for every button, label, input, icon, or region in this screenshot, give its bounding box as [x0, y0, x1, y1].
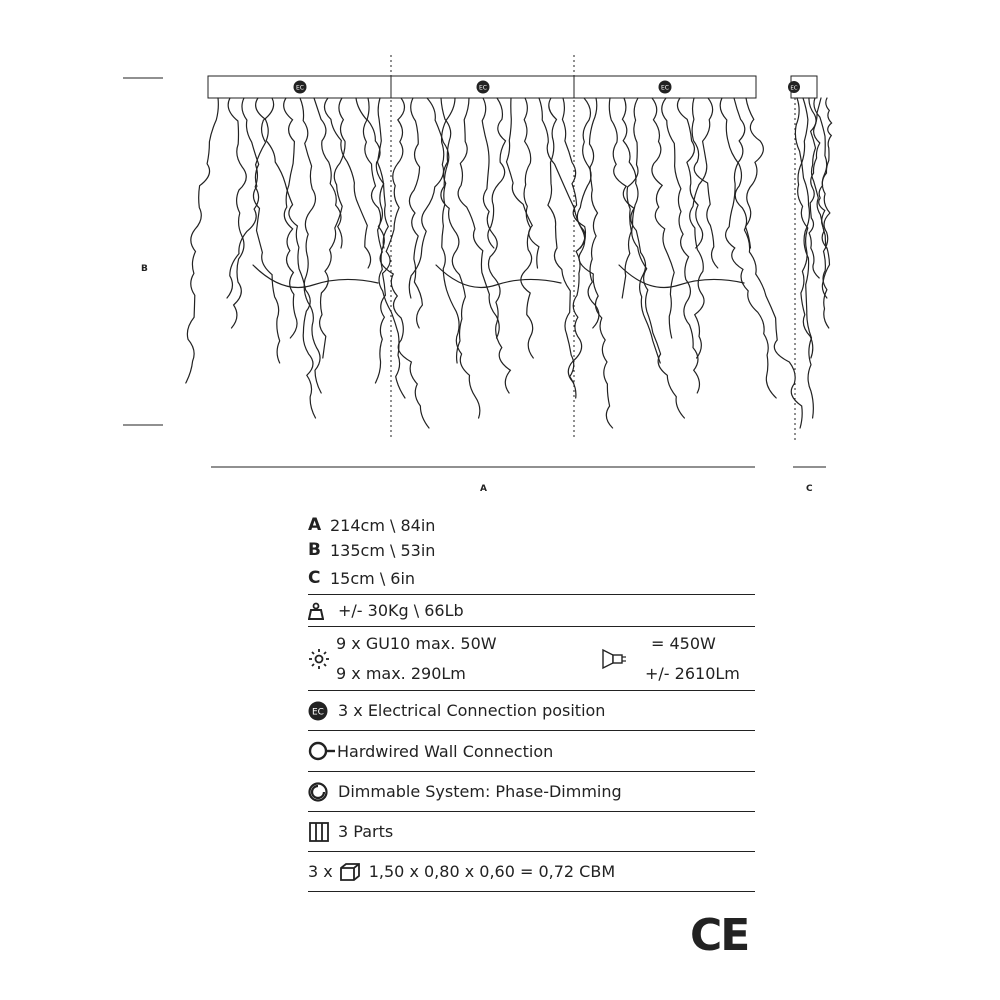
specifications-table	[308, 513, 755, 892]
light-strand	[662, 98, 700, 393]
ec-marker-side	[788, 81, 800, 93]
dimension-a-row	[308, 513, 755, 538]
light-strand	[314, 98, 342, 248]
light-strand	[746, 98, 764, 248]
svg-text:EC: EC	[661, 84, 669, 92]
dimming-text: Dimmable System: Phase-Dimming	[338, 782, 622, 801]
side-light-strands	[795, 98, 831, 418]
light-strand	[186, 98, 219, 383]
dimension-value: 135cm \ 53in	[330, 541, 436, 560]
dimension-c-row	[308, 563, 755, 595]
light-strand	[256, 98, 316, 418]
wall-connection-row	[308, 731, 755, 772]
packaging-row	[308, 852, 755, 892]
light-strand	[568, 98, 591, 383]
ec-text: 3 x Electrical Connection position	[338, 701, 606, 720]
light-strand	[539, 98, 613, 428]
dimension-b-row	[308, 538, 755, 563]
lamps-total-lumen: +/- 2610Lm	[645, 664, 740, 683]
lamps-spec-line1: 9 x GU10 max. 50W	[336, 634, 497, 653]
svg-text:EC: EC	[790, 85, 798, 92]
weight-text: +/- 30Kg \ 66Lb	[338, 601, 464, 620]
light-strand	[228, 98, 246, 328]
weight-icon	[308, 600, 334, 622]
light-strand	[652, 98, 674, 338]
dim-b-label: B	[141, 264, 148, 274]
light-strand	[521, 98, 533, 358]
dimension-value: 15cm \ 6in	[330, 569, 416, 588]
light-strand	[619, 265, 744, 288]
ec-marker-1	[294, 81, 307, 94]
box-icon	[339, 861, 361, 883]
light-strand	[227, 98, 274, 298]
packaging-prefix: 3 x	[308, 862, 333, 881]
bulb-sun-icon	[308, 648, 334, 670]
light-strand	[720, 98, 802, 428]
svg-text:EC: EC	[312, 707, 324, 717]
parts-icon	[308, 821, 334, 843]
ce-mark: CE	[690, 910, 749, 961]
electrical-connection-row	[308, 691, 755, 731]
parts-row	[308, 812, 755, 852]
wavy-light-strands	[186, 98, 802, 428]
dimension-value: 214cm \ 84in	[330, 516, 436, 535]
dim-a-label: A	[480, 484, 487, 494]
light-strand	[300, 98, 321, 393]
light-strand	[488, 98, 506, 248]
light-strand	[622, 98, 684, 418]
light-strand	[324, 98, 370, 268]
side-light-strand	[798, 98, 813, 358]
dim-c-label: C	[806, 484, 813, 494]
lamps-total-watts: = 450W	[651, 634, 716, 653]
svg-text:EC: EC	[479, 84, 487, 92]
side-light-strand	[809, 98, 830, 298]
light-strand	[441, 98, 480, 418]
wall-connection-text: Hardwired Wall Connection	[337, 741, 554, 761]
weight-row	[308, 595, 755, 627]
dimension-letter: C	[308, 568, 321, 588]
spotlight-icon	[585, 648, 645, 670]
light-strand	[482, 98, 510, 393]
dimension-letter: B	[308, 540, 321, 560]
ec-marker-2	[477, 81, 490, 94]
lamps-spec-line2: 9 x max. 290Lm	[336, 664, 466, 683]
dimmer-icon	[308, 781, 334, 803]
dimension-letter: A	[308, 515, 322, 535]
dimming-row	[308, 772, 755, 812]
ec-icon	[308, 700, 334, 722]
light-strand	[409, 98, 455, 298]
light-strand	[320, 98, 345, 358]
light-strand	[677, 98, 702, 248]
light-strand	[356, 98, 429, 428]
wall-connection-icon	[308, 740, 336, 762]
parts-text: 3 Parts	[338, 822, 394, 841]
svg-text:EC: EC	[296, 84, 304, 92]
light-strand	[409, 98, 422, 328]
side-light-strand	[814, 98, 830, 328]
light-strand	[367, 98, 405, 398]
packaging-text: 1,50 x 0,80 x 0,60 = 0,72 CBM	[368, 862, 616, 881]
light-strand	[548, 98, 576, 398]
light-strand	[507, 98, 539, 268]
ec-marker-3	[659, 81, 672, 94]
lamps-row	[308, 627, 755, 691]
